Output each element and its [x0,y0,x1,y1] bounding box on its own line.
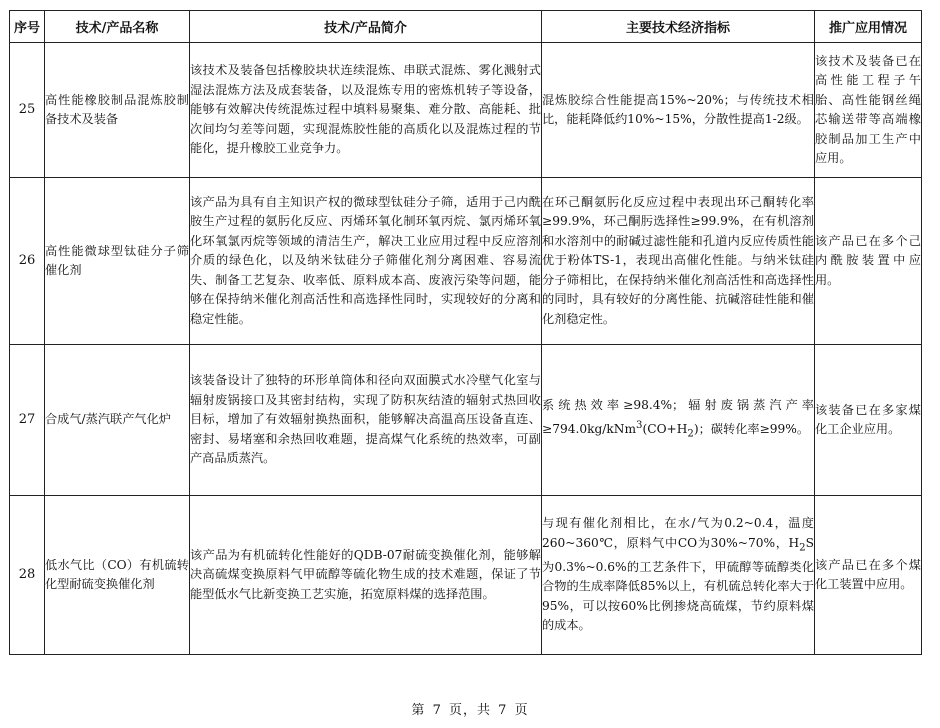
indicator-text: S为0.3%~0.6%的工艺条件下，甲硫醇等硫醇类化合物的生成率降低85%以上，有机硫总转化率大于95%，可以按60%比例掺烧高硫煤，节约原料煤的成本。 [542,535,814,633]
product-description: 该技术及装备包括橡胶块状连续混炼、串联式混炼、雾化溅射式湿法混炼方法及成套装备，以及混炼专用的密炼机转子等设备，能够有效解决传统混炼过程中填料易聚集、难分散、高能耗、批次间均匀差等问题，实现混炼胶性能的高质化以及混炼过程的节能化，提升橡胶工业竞争力。 [190,43,542,178]
indicator-text: )；碳转化率≥99%。 [693,421,810,436]
technology-table [9,10,922,655]
page-total: 7 [498,703,508,718]
product-description: 该产品为具有自主知识产权的微球型钛硅分子筛，适用于己内酰胺生产过程的氨肟化反应、丙烯环氧化制环氧丙烷、氯丙烯环氧化环氧氯丙烷等领域的清洁生产，解决工业应用过程中反应溶剂介质的绿色化，以及纳米钛硅分子筛催化剂分离困难、容易流失、制备工艺复杂、收率低、原料成本高、废液污染等问题，能够在保持纳米催化剂高活性和高选择性同时，实现较好的分离和稳定性能。 [190,178,542,345]
page-suffix: 页 [514,703,529,718]
product-name: 低水气比（CO）有机硫转化型耐硫变换催化剂 [45,496,190,655]
indicator-text: 与现有催化剂相比，在水/气为0.2~0.4，温度260~360℃，原料气中CO为30%~70%，H [542,516,814,550]
application-status: 该装备已在多家煤化工企业应用。 [815,345,922,496]
key-indicators: 在环己酮氨肟化反应过程中表现出环己酮转化率≥99.9%，环己酮肟选择性≥99.9%，在有机溶剂和水溶剂中的耐碱过滤性能和孔道内反应传质性能优于粉体TS-1，表现出高催化性能。与纳米钛硅分子筛相比，在保持纳米催化剂高活性和高选择性的同时，具有较好的分离性能、抗碱溶硅性能和催化剂稳定性。 [542,178,815,345]
indicator-text: 794.0kg/kNm [552,421,637,436]
product-name: 高性能微球型钛硅分子筛催化剂 [45,178,190,345]
product-name: 高性能橡胶制品混炼胶制备技术及装备 [45,43,190,178]
key-indicators [542,496,815,655]
table-row [10,345,922,496]
table-row [10,178,922,345]
header-name: 技术/产品名称 [45,11,190,43]
indicator-text: 系统热效率≥98.4%；辐射废锅蒸汽产率≥ [542,398,814,436]
table-header-row [10,11,922,43]
subscript: 2 [687,428,694,440]
header-desc: 技术/产品简介 [190,11,542,43]
table-row [10,43,922,178]
superscript: 3 [636,419,643,431]
indicator-text: (CO+H [642,421,688,436]
application-status: 该技术及装备已在高性能工程子午胎、高性能钢丝绳芯输送带等高端橡胶制品加工生产中应用。 [815,43,922,178]
header-no: 序号 [10,11,45,43]
table-row [10,496,922,655]
page-mid: 页，共 [448,703,491,718]
header-indicators: 主要技术经济指标 [542,11,815,43]
page-footer [0,699,940,718]
row-number: 25 [10,43,45,178]
product-description: 该产品为有机硫转化性能好的QDB-07耐硫变换催化剂，能够解决高硫煤变换原料气甲硫醇等硫化物生成的技术难题，保证了节能型低水气比新变换工艺实施，拓宽原料煤的选择范围。 [190,496,542,655]
application-status: 该产品已在多个己内酰胺装置中应用。 [815,178,922,345]
header-application: 推广应用情况 [815,11,922,43]
product-description: 该装备设计了独特的环形单筒体和径向双面膜式水冷壁气化室与辐射废锅接口及其密封结构，实现了防积灰结渣的辐射式热回收目标，增加了有效辐射换热面积，能够解决高温高压设备直连、密封、易堵塞和余热回收难题，提高煤气化系统的热效率，可副产高品质蒸汽。 [190,345,542,496]
key-indicators: 混炼胶综合性能提高15%~20%；与传统技术相比，能耗降低约10%~15%，分散性提高1-2级。 [542,43,815,178]
subscript: 2 [799,542,806,554]
key-indicators [542,345,815,496]
row-number: 26 [10,178,45,345]
row-number: 28 [10,496,45,655]
row-number: 27 [10,345,45,496]
page-prefix: 第 [411,703,426,718]
page-current: 7 [432,703,442,718]
product-name: 合成气/蒸汽联产气化炉 [45,345,190,496]
application-status: 该产品已在多个煤化工装置中应用。 [815,496,922,655]
